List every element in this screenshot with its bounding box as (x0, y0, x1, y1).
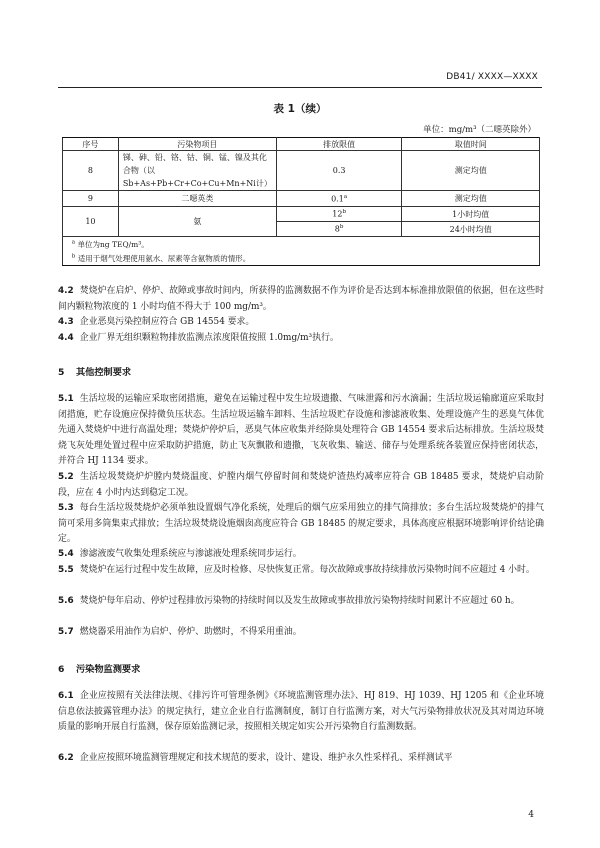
table-header-row (63, 138, 540, 151)
row-limit: 0.1 (331, 194, 344, 204)
footnote-mark: a (71, 239, 76, 245)
clause-text: 生活垃圾焚烧炉炉膛内焚烧温度、炉膛内烟气停留时间和焚烧炉渣热灼减率应符合 GB 18485 要求，焚烧炉启动阶段，应在 4 小时内达到稳定工况。 (58, 472, 544, 498)
clause-text: 焚烧炉在运行过程中发生故障，应及时检修、尽快恢复正常。每次故障或事故持续排放污染物时间不应超过 4 小时。 (79, 565, 535, 575)
clause (58, 594, 544, 610)
footnote-cell (63, 237, 540, 252)
clause-text: 企业恶臭污染控制应符合 GB 14554 要求。 (79, 317, 255, 327)
table-row (63, 191, 540, 207)
table-row (63, 151, 540, 191)
clause-number: 5.4 (58, 549, 74, 559)
row-time: 测定均值 (402, 151, 540, 191)
col-header-no: 序号 (63, 138, 119, 151)
clause (58, 625, 544, 641)
clause-number: 5.7 (58, 627, 74, 637)
clause (58, 751, 544, 767)
footnote-text: 单位为ng TEQ/m³。 (75, 239, 149, 249)
page-number: 4 (528, 810, 534, 820)
clause-number: 5.3 (58, 503, 74, 513)
footnote-ref: a (343, 193, 348, 200)
clause-text: 焚烧炉在启炉、停炉、故障或事故时间内，所获得的监测数据不作为评价是否达到本标准排放限值的依据，但在这些时间内颗粒物浓度的 1 小时均值不得大于 100 mg/m³。 (58, 286, 544, 312)
clause (58, 470, 544, 501)
clause (58, 315, 544, 331)
clause-text: 每台生活垃圾焚烧炉必须单独设置烟气净化系统，处理后的烟气应采用独立的排气筒排放；多台生活垃圾焚烧炉的排气筒可采用多筒集束式排放；生活垃圾焚烧设施烟囱高度应符合 GB 18485 的规定要求，具体高度应根据环境影响评价结论确定。 (58, 503, 544, 544)
table-row (63, 207, 540, 222)
clause-text: 焚烧炉每年启动、停炉过程排放污染物的持续时间以及发生故障或事故排放污染物持续时间累计不应超过 60 h。 (79, 596, 520, 606)
row-item-line: 锑、砷、铅、铬、钴、铜、锰、镍及其化 (122, 153, 267, 162)
footnote-cell (63, 251, 540, 266)
clause-number: 4.2 (58, 286, 74, 296)
row-time: 测定均值 (402, 191, 540, 207)
row-no: 10 (63, 207, 119, 237)
section-title: 其他控制要求 (76, 367, 132, 378)
section-number: 6 (58, 664, 65, 675)
clause-number: 4.4 (58, 333, 74, 343)
clause-text: 燃烧器采用油作为启炉、停炉、助燃时，不得采用重油。 (79, 627, 302, 637)
section-number: 5 (58, 367, 65, 378)
row-limit: 8 (334, 224, 340, 234)
clause (58, 689, 544, 736)
row-no: 9 (63, 191, 119, 207)
row-limit-cell (276, 222, 402, 237)
table-title: 表 1（续） (273, 103, 327, 115)
row-item: 二噁英类 (118, 191, 276, 207)
clause (58, 563, 544, 579)
row-limit-cell (276, 207, 402, 222)
clause-number: 5.6 (58, 596, 74, 606)
clause-text: 生活垃圾的运输应采取密闭措施，避免在运输过程中发生垃圾遗撒、气味泄露和污水滴漏；生活垃圾运输廊道应采取封闭措施，贮存设施应保持微负压状态。生活垃圾运输车卸料、生活垃圾贮存设施和渗滤液收集、处理设施产生的恶臭气体优先通入焚烧炉中进行高温处理；焚烧炉停炉后，恶臭气体应收集并经除臭处理符合 GB 14554 要求后达标排放。生活垃圾焚烧飞灰处理处置过程中应采取防护措施，防止飞灰飘散和遗撒，飞灰收集、输送、储存与处理系统各装置应保持密闭状态，并符合 HJ 1134 要求。 (58, 394, 544, 466)
clause-number: 5.5 (58, 565, 74, 575)
clause (58, 547, 544, 563)
header-rule (58, 87, 542, 88)
footnote-ref: b (339, 224, 344, 231)
table-footnote (63, 251, 540, 266)
row-time: 24小时均值 (402, 222, 540, 237)
section-heading (58, 364, 131, 378)
clause-text: 企业厂界无组织颗粒物排放监测点浓度限值按照 1.0mg/m³执行。 (79, 333, 339, 343)
footnote-ref: b (342, 209, 346, 216)
row-item (118, 151, 276, 191)
col-header-item: 污染物项目 (118, 138, 276, 151)
row-limit: 12 (332, 209, 343, 219)
clause-text: 渗滤液废气收集处理系统应与渗滤液处理系统同步运行。 (79, 549, 302, 559)
clause (58, 331, 544, 347)
clause (58, 392, 544, 470)
footnote-text: 适用于烟气处理使用氨水、尿素等含氨物质的情形。 (75, 253, 251, 263)
section-heading (58, 661, 140, 675)
clause-number: 5.2 (58, 472, 74, 482)
clause-number: 4.3 (58, 317, 74, 327)
footnote-mark: b (71, 253, 76, 259)
row-item: 氨 (118, 207, 276, 237)
col-header-time: 取值时间 (402, 138, 540, 151)
clause (58, 501, 544, 548)
clause (58, 284, 544, 315)
row-time: 1小时均值 (402, 207, 540, 222)
table-unit: 单位：mg/m³（二噁英除外） (423, 125, 536, 135)
table-footnote (63, 237, 540, 252)
row-no: 8 (63, 151, 119, 191)
emission-limits-table (62, 137, 540, 266)
clause-number: 6.2 (58, 753, 74, 763)
row-limit-cell (276, 191, 402, 207)
document-code: DB41/ XXXX—XXXX (446, 72, 538, 82)
clause-number: 5.1 (58, 394, 74, 404)
clause-number: 6.1 (58, 691, 74, 701)
row-item-line: 合物（以Sb+As+Pb+Cr+Co+Cu+Mn+Ni计） (122, 166, 272, 188)
row-limit: 0.3 (276, 151, 402, 191)
col-header-limit: 排放限值 (276, 138, 402, 151)
section-title: 污染物监测要求 (76, 664, 141, 675)
clause-text: 企业应按照有关法律法规、《排污许可管理条例》《环境监测管理办法》、HJ 819、HJ 1039、HJ 1205 和《企业环境信息依法披露管理办法》的规定执行，建立企业自行监测制度，制订自行监测方案，对大气污染物排放状况及其对周边环境质量的影响开展自行监测，保存原始监测记录，按照相关规定如实公开污染物自行监测数据。 (58, 691, 544, 732)
clause-text: 企业应按照环境监测管理规定和技术规范的要求，设计、建设、维护永久性采样孔、采样测试平 (79, 753, 453, 763)
